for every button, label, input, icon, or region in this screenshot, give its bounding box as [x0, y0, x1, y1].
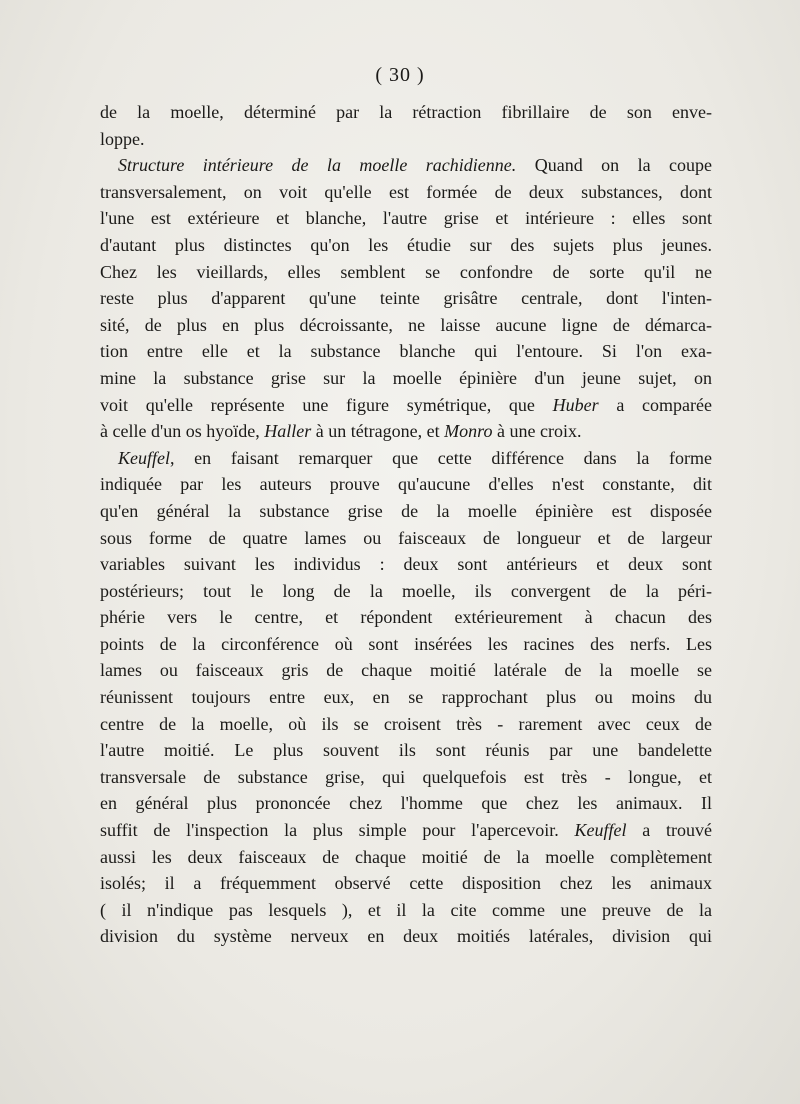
italic-name: Huber: [552, 394, 599, 415]
body-text: [100, 99, 712, 950]
text-line: l'une est extérieure et blanche, l'autre grise et intérieure : elles sont: [100, 208, 712, 229]
text-line: aussi les deux faisceaux de chaque moitié de la moelle complètement: [100, 846, 712, 867]
text-fragment: à une croix.: [492, 421, 582, 442]
text-line: en général plus prononcée chez l'homme que chez les animaux. Il: [100, 793, 712, 814]
page-number: ( 30 ): [375, 64, 425, 86]
text-line: lames ou faisceaux gris de chaque moitié latérale de la moelle se: [100, 660, 712, 681]
text-line: [100, 817, 712, 844]
text-line: [100, 152, 712, 179]
text-fragment: , en faisant remarquer que cette différence dans la forme: [170, 447, 712, 468]
text-line: indiquée par les auteurs prouve qu'aucune d'elles n'est constante, dit: [100, 474, 712, 495]
text-line: division du système nerveux en deux moitiés latérales, division qui: [100, 926, 712, 947]
text-line: d'autant plus distinctes qu'on les étudie sur des sujets plus jeunes.: [100, 234, 712, 255]
text-line: centre de la moelle, où ils se croisent très - rarement avec ceux de: [100, 713, 712, 734]
text-fragment: Quand on la coupe: [516, 155, 712, 176]
italic-name: Keuffel: [574, 820, 627, 841]
text-fragment: suffit de l'inspection la plus simple pour l'apercevoir.: [100, 820, 575, 841]
text-line: de la moelle, déterminé par la rétraction fibrillaire de son enve-: [100, 102, 712, 122]
text-line: points de la circonférence où sont insérées les racines des nerfs. Les: [100, 633, 712, 654]
text-line: tion entre elle et la substance blanche qui l'entoure. Si l'on exa-: [100, 341, 712, 362]
text-fragment: à celle d'un os hyoïde,: [100, 421, 265, 442]
text-fragment: a comparée: [598, 394, 712, 415]
text-line: phérie vers le centre, et répondent extérieurement à chacun des: [100, 607, 712, 628]
text-line: sous forme de quatre lames ou faisceaux de longueur et de largeur: [100, 527, 712, 548]
text-fragment: a trouvé: [626, 820, 712, 841]
text-line: Chez les vieillards, elles semblent se confondre de sorte qu'il ne: [100, 261, 712, 282]
italic-name: Monro: [444, 421, 493, 442]
text-line: mine la substance grise sur la moelle épinière d'un jeune sujet, on: [100, 367, 712, 388]
text-line: [100, 418, 712, 445]
text-line: postérieurs; tout le long de la moelle, ils convergent de la péri-: [100, 580, 712, 601]
text-line: [100, 392, 712, 419]
text-line: transversale de substance grise, qui quelquefois est très - longue, et: [100, 766, 712, 787]
text-line: l'autre moitié. Le plus souvent ils sont réunis par une bandelette: [100, 740, 712, 761]
text-line: réunissent toujours entre eux, en se rapprochant plus ou moins du: [100, 687, 712, 708]
italic-name: Structure intérieure de la moelle rachidienne.: [118, 155, 517, 176]
text-line: reste plus d'apparent qu'une teinte grisâtre centrale, dont l'inten-: [100, 288, 712, 309]
text-line: variables suivant les individus : deux sont antérieurs et deux sont: [100, 554, 712, 575]
italic-name: Haller: [264, 421, 312, 442]
text-line: [100, 445, 712, 472]
text-line: isolés; il a fréquemment observé cette disposition chez les animaux: [100, 873, 712, 894]
text-line: transversalement, on voit qu'elle est formée de deux substances, dont: [100, 181, 712, 202]
text-fragment: voit qu'elle représente une figure symétrique, que: [100, 394, 553, 415]
text-line: loppe.: [100, 128, 145, 149]
italic-name: Keuffel: [118, 447, 170, 468]
text-line: sité, de plus en plus décroissante, ne laisse aucune ligne de démarca-: [100, 314, 712, 335]
text-line: qu'en général la substance grise de la moelle épinière est disposée: [100, 500, 712, 521]
text-fragment: à un tétragone, et: [311, 421, 445, 442]
text-line: ( il n'indique pas lesquels ), et il la cite comme une preuve de la: [100, 899, 712, 920]
